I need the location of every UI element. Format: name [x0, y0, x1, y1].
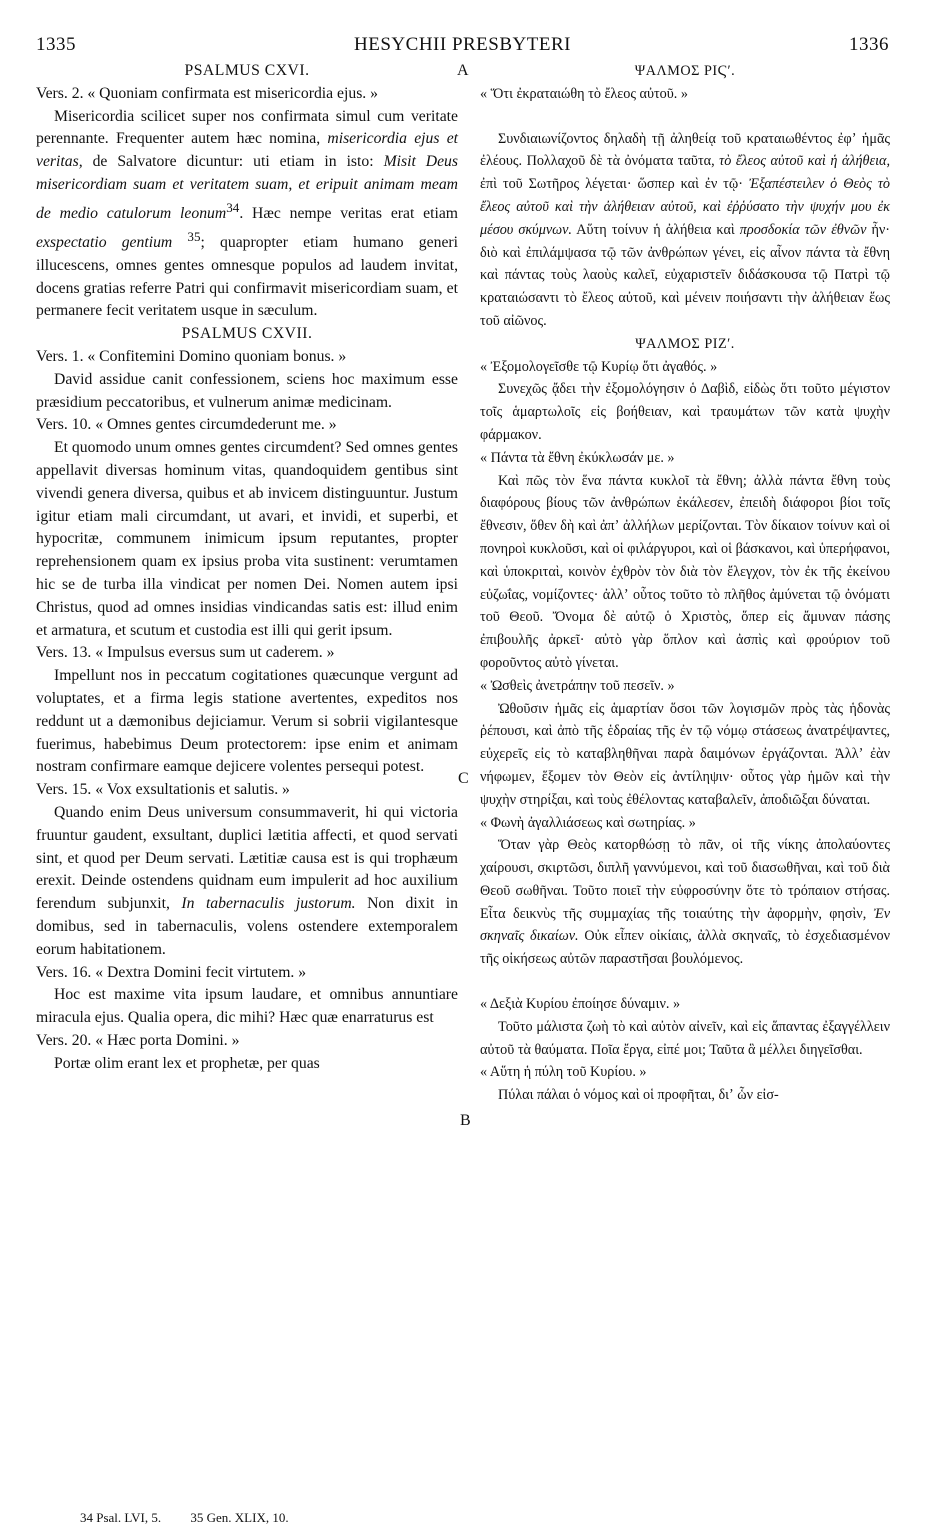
verse-lemma: Vers. 10. « Omnes gentes circumdederunt me. » [36, 416, 337, 434]
commentary-paragraph: Συνεχῶς ᾄδει τὴν ἐξομολόγησιν ὁ Δαβὶδ, εἰδὼς ὅτι τοῦτο μέγιστον τοῖς ἁμαρτωλοῖς εἰς βοήθειαν, καὶ τραυμάτων τῶν κατὰ ψυχὴν φάρμακον. [480, 381, 890, 443]
commentary-paragraph: Ὠθοῦσιν ἡμᾶς εἰς ἁμαρτίαν ὅσοι τῶν λογισμῶν πρὸς τὰς ἡδονὰς ῥέπουσι, καὶ ἀπὸ τῆς ἑδραίας τῆς ἐν τῷ νόμῳ στάσεως ἀνατρέψαντες, εὐχερεῖς εἰς τὸ καταβληθῆναι παρὰ δαιμόνων ἐργάζονται. Ἀλλʼ ἐὰν νήφωμεν, ἕξομεν τὸν Θεὸν εἰς ἀντίληψιν· οὗτος γὰρ ἡμῶν καὶ τὴν ψυχὴν στηρίξαι, καὶ τοὺς ἐθέλοντας καταβαλεῖν, ἀποδιῶξαι δύναται. [480, 700, 890, 808]
commentary-paragraph: Συνδιαιωνίζοντος δηλαδὴ τῇ ἀληθείᾳ τοῦ κραταιωθέντος ἐφʼ ἡμᾶς ἐλέους. Πολλαχοῦ δὲ τὰ ὀνόματα ταῦτα, τὸ ἔλεος αὐτοῦ καὶ ἡ ἀλήθεια, ἐπὶ τοῦ Σωτῆρος λέγεται· ὥσπερ καὶ ἐν τῷ· Ἐξαπέστειλεν ὁ Θεὸς τὸ ἔλεος αὐτοῦ καὶ τὴν ἀλήθειαν αὐτοῦ, καὶ ἐῤῥύσατο τὴν ψυχήν μου ἐκ μέσου σκύμνων. Αὕτη τοίνυν ἡ ἀλήθεια καὶ προσδοκία τῶν ἐθνῶν ἦν· διὸ καὶ ἐπιλάμψασα τῷ τῶν ἀνθρώπων γένει, εἰς αἶνον πάντα τὰ ἔθνη καὶ πάντας τοὺς λαοὺς καλεῖ, εὐχαριστεῖν διδάσκουσα τῷ Πατρὶ τῷ κραταιώσαντι τὸ ἔλεος αὐτοῦ, καὶ μένειν ποιήσαντι τὴν ἀλήθειαν ἕως τοῦ αἰῶνος. [480, 130, 891, 329]
psalm-heading: ΨΑΛΜΟΣ ΡΙϚʹ. [634, 63, 736, 79]
verse-lemma: « Φωνὴ ἀγαλλιάσεως καὶ σωτηρίας. » [480, 814, 696, 831]
verse-lemma: « Πάντα τὰ ἔθνη ἐκύκλωσάν με. » [480, 449, 675, 466]
margin-marker-a: A [457, 62, 469, 79]
margin-marker-c: C [458, 770, 469, 787]
verse-lemma: Vers. 20. « Hæc porta Domini. » [36, 1031, 240, 1049]
page-number-left: 1335 [36, 34, 76, 55]
commentary-paragraph: Misericordia scilicet super nos confirmata simul cum veritate perennante. Frequenter autem hæc nomina, misericordia ejus et veritas, de Salvatore dicuntur: uti etiam in isto: Misit Deus misericordiam suam et veritatem suam, et eripuit animam meam de medio catulorum leonum$^{34}$. Hæc nempe veritas erat etiam exspectatio gentium $^{35}$; quapropter etiam humano generi illucescens, omnes gentes omnesque populos ad laudem invitat, docens gratias referre Patri qui confirmavit misericordiam suam, et permanere fecit veritatem usque in sæculum. [36, 107, 459, 320]
latin-column [36, 60, 458, 1076]
greek-column [480, 60, 890, 1107]
psalm-heading: ΨΑΛΜΟΣ ΡΙΖʹ. [635, 335, 735, 352]
verse-lemma: « Δεξιὰ Κυρίου ἐποίησε δύναμιν. » [480, 996, 681, 1013]
commentary-paragraph: Et quomodo unum omnes gentes circumdent? Sed omnes gentes appellavit diversas hominum vitas, quandoquidem gentibus sint vivendi genera diversa, quibus et ab invicem distinguuntur. Justum igitur etiam mali circumdant, ut avari, et invidi, et superbi, et hypocritæ, communem inimicum ipsum reputantes, propter reprehensionem quam ex ipsius proba vita sustinent: verumtamen hic se de turba illa vindicat per nomen Dei. Nomen autem ipsi Christus, quod ad omnes insidias vindicandas satis est: illud enim et armatura, et scutum et custodia est illi qui gerit ipsum. [36, 439, 458, 639]
footnotes [80, 1510, 315, 1526]
verse-lemma: « Αὕτη ἡ πύλη τοῦ Κυρίου. » [480, 1064, 647, 1081]
verse-lemma: « Ὅτι ἐκραταιώθη τὸ ἔλεος αὐτοῦ. » [480, 85, 688, 102]
commentary-paragraph: Hoc est maxime vita ipsum laudare, et omnibus annuntiare miracula ejus. Qualia opera, dic mihi? Hæc quæ enarraturus est [36, 986, 458, 1027]
commentary-paragraph: Portæ olim erant lex et prophetæ, per quas [54, 1054, 320, 1072]
verse-lemma: Vers. 1. « Confitemini Domino quoniam bonus. » [36, 348, 347, 366]
page-number-right: 1336 [849, 34, 889, 55]
commentary-paragraph: Τοῦτο μάλιστα ζωὴ τὸ καὶ αὐτὸν αἰνεῖν, καὶ εἰς ἅπαντας ἐξαγγέλλειν αὐτοῦ τὰ θαύματα. Ποῖα ἔργα, εἰπέ μοι; Ταῦτα ἃ μέλλει διηγεῖσθαι. [480, 1018, 890, 1058]
commentary-paragraph: David assidue canit confessionem, sciens hoc maximum esse præsidium peccatoribus, et vulnerum animæ medicinam. [36, 370, 458, 411]
commentary-paragraph: Impellunt nos in peccatum cogitationes quæcunque vergunt ad voluptates, et a firma legis statione avertentes, expeditos nos reddunt ut a dæmonibus dejiciamur. Verum si sobrii vigilantesque fuerimus, habebimus Deum protectorem: ipse enim et animam nostram confirmare eamque dejicere volentes persequi potest. [36, 667, 458, 776]
footnote-ref: 34 [226, 199, 240, 215]
verse-lemma: Vers. 16. « Dextra Domini fecit virtutem. » [36, 963, 307, 981]
margin-marker-b: B [460, 1112, 471, 1129]
verse-lemma: « Ἐξομολογεῖσθε τῷ Κυρίῳ ὅτι ἀγαθός. » [480, 358, 718, 375]
footnote: 35 Gen. XLIX, 10. [190, 1510, 289, 1525]
commentary-paragraph: Πύλαι πάλαι ὁ νόμος καὶ οἱ προφῆται, διʼ ὧν εἰσ- [498, 1087, 779, 1104]
verse-lemma: Vers. 2. « Quoniam confirmata est misericordia ejus. » [36, 84, 378, 102]
footnote-ref: 35 [187, 228, 201, 244]
running-title: HESYCHII PRESBYTERI [354, 34, 571, 55]
commentary-paragraph: Ὅταν γὰρ Θεὸς κατορθώσῃ τὸ πᾶν, οἱ τῆς νίκης ἀπολαύοντες χαίρουσι, σκιρτῶσι, διπλῆ γαννύμενοι, καὶ τοῦ διασωθῆναι, καὶ τοῦ διὰ Θεοῦ σωθῆναι. Τοῦτο ποιεῖ τὴν εὐφροσύνην ὅτε τὸ τρόπαιον στήσας. Εἶτα δεικνὺς τῆς συμμαχίας τῆς τοιαύτης τὴν ἀφορμὴν, φησὶν, Ἐν σκηναῖς δικαίων. Οὐκ εἶπεν οἰκίαις, ἀλλὰ σκηναῖς, τὸ ἐσχεδιασμένον τῆς οἰκήσεως αὐτῶν παραστῆσαι βουλόμενος. [480, 837, 891, 968]
commentary-paragraph: Quando enim Deus universum consummaverit, hi qui victoria fruuntur gaudent, exsultant, duplici lætitia affecti, et quod servati sint, et quod per Deum servati. Lætitiæ causa est is qui trophæum erexit. Deinde ostendens quidnam eum impulerit ad hoc auxilium ferendum subjunxit, In tabernaculis justorum. Non dixit in domibus, sed in tabernaculis, volens ostendere extemporalem eorum habitationem. [36, 803, 459, 958]
psalm-heading: PSALMUS CXVII. [181, 325, 313, 343]
psalm-heading: PSALMUS CXVI. [184, 62, 310, 79]
verse-lemma: Vers. 15. « Vox exsultationis et salutis. » [36, 781, 290, 799]
verse-lemma: « Ὠσθεὶς ἀνετράπην τοῦ πεσεῖν. » [480, 677, 675, 694]
commentary-paragraph: Καὶ πῶς τὸν ἕνα πάντα κυκλοῖ τὰ ἔθνη; ἀλλὰ πάντα ἔθνη τοὺς διαφόρους βίους τῶν ἀνθρώπων ἐκάλεσεν, ἐπειδὴ διάφοροι βίοι τοῖς ἔθνεσιν, ὅθεν δὴ καὶ ἀπʼ ἀλλήλων μερίζονται. Τὸν δίκαιον τοίνυν καὶ οἱ πονηροὶ κυκλοῦσι, καὶ οἱ φιλάργυροι, καὶ οἱ βάσκανοι, καὶ ὑπερήφανοι, καὶ ὑποκριταὶ, κοινὸν ἐχθρὸν τὸν διὰ τὸν ἔλεγχον, τὸν ἐκ τῆς ἐκείνου εὐζωΐας, νομίζοντες· ἀλλʼ οὗτος τοῦτο τὸ πλῆθος ἀμύνεται τῷ ὀνόματι τοῦ Θεοῦ. Ὄνομα δὲ αὐτῷ ὁ Χριστὸς, ὅπερ εἰς ἄμυναν πάσης ἐπιβουλῆς ἀρκεῖ· αὐτὸ γὰρ ὅπλον καὶ ἀσπὶς καὶ φρούριον τοῦ φοροῦντος αὐτὸ γίνεται. [480, 472, 890, 671]
verse-lemma: Vers. 13. « Impulsus eversus sum ut caderem. » [36, 644, 335, 662]
footnote: 34 Psal. LVI, 5. [80, 1510, 162, 1525]
